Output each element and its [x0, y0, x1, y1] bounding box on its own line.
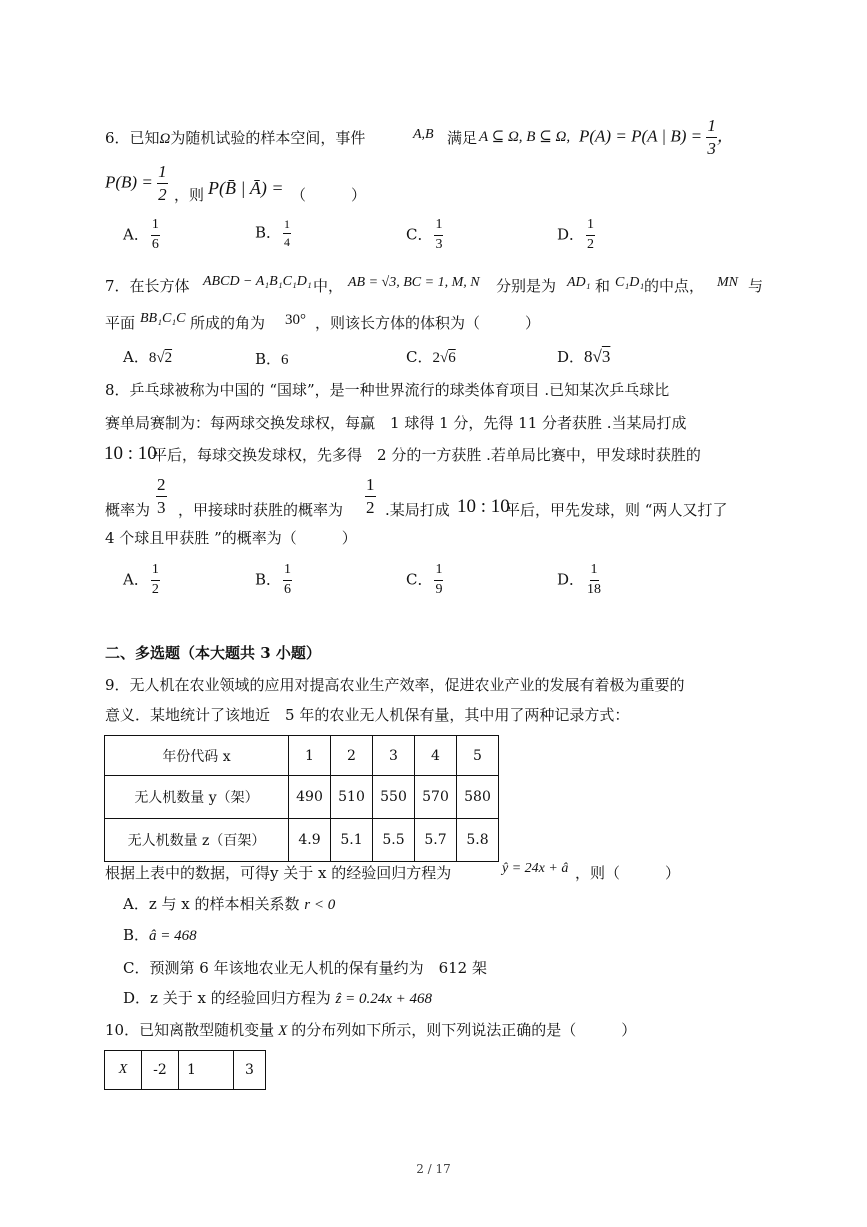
- q6-prob-eq: [579, 117, 734, 158]
- q9-header-label: 年份代码 x: [105, 736, 289, 776]
- q6-option-d: D． $\frac{1}{2}$: [557, 217, 595, 252]
- q6-target: P(B̄ | Ā) =: [208, 178, 284, 198]
- q8-prob2: $\frac{1}{2}$: [366, 475, 375, 517]
- table-row: [105, 819, 499, 862]
- q10-var-cell: X: [105, 1051, 142, 1090]
- q7-midpoint: 的中点，: [644, 277, 705, 295]
- q6-pb: P(B) =: [105, 172, 153, 192]
- q9-header-cell: 3: [373, 736, 415, 776]
- q9-header-cell: 4: [415, 736, 457, 776]
- q6-text-b: 为随机试验的样本空间，事件: [170, 129, 366, 147]
- q8-score: 10 : 10: [104, 443, 157, 464]
- q7-angle: 30°: [285, 312, 306, 328]
- q7-and: 和: [595, 277, 611, 295]
- q7-respectively: 分别是为: [496, 277, 557, 295]
- q9-option-a: A．z 与 x 的样本相关系数 r < 0: [123, 895, 336, 913]
- q7-ad: AD₁: [567, 275, 591, 290]
- table-cell: -2: [142, 1051, 179, 1090]
- q8-line5: 4 个球且甲获胜 ”的概率为（ ）: [105, 529, 357, 547]
- q6-pb-fraction: $\frac{1}{2}$: [158, 162, 167, 204]
- q7-eq: AB = √3, BC = 1, M, N: [348, 275, 480, 290]
- q6-option-b: B． $\frac{1}{4}$: [255, 217, 291, 249]
- table-cell: 570: [415, 776, 457, 819]
- q8-line4d: 平后，甲先发球，则 “两人又打了: [505, 501, 728, 519]
- q9-line2: 意义．某地统计了该地近 5 年的农业无人机保有量，其中用了两种记录方式：: [105, 706, 630, 724]
- q6-option-a: A． $\frac{1}{6}$: [123, 217, 159, 252]
- table-cell: 5.1: [331, 819, 373, 862]
- q6-events: A,B: [413, 127, 434, 142]
- q10-line1: 10．已知离散型随机变量 X 的分布列如下所示，则下列说法正确的是（ ）: [105, 1021, 637, 1039]
- q7-plane: BB₁C₁C: [140, 311, 186, 326]
- q8-line3: 平后，每球交换发球权，先多得 2 分的一方获胜 .若单局比赛中，甲发球时获胜的: [152, 446, 701, 464]
- q9-line3: 根据上表中的数据，可得y 关于 x 的经验回归方程为: [105, 864, 452, 882]
- section-heading: 二、多选题（本大题共 3 小题）: [105, 644, 321, 662]
- table-cell: 490: [289, 776, 331, 819]
- q9-row-label: 无人机数量 y（架）: [105, 776, 289, 819]
- q9-option-c: C．预测第 6 年该地农业无人机的保有量约为 612 架: [123, 959, 487, 977]
- table-cell: 510: [331, 776, 373, 819]
- q9-regression: ŷ = 24x + â: [502, 861, 569, 876]
- q6-line1: [105, 131, 365, 147]
- q8-option-a: A． $\frac{1}{2}$: [123, 562, 159, 597]
- table-row: [105, 1051, 266, 1090]
- q6-paren: （ ）: [291, 186, 367, 204]
- q10-table: [104, 1050, 266, 1090]
- q7-option-d: D．8√3: [557, 347, 611, 366]
- q6-line2: [105, 163, 168, 204]
- q6-then: ，则: [174, 186, 205, 204]
- q7-cd: C₁D₁: [615, 275, 645, 290]
- q7-line1: 7．在长方体: [105, 277, 190, 295]
- q8-line2: 赛单局赛制为：每两球交换发球权，每赢 1 球得 1 分，先得 11 分者获胜 .当某局打成: [105, 414, 687, 432]
- q6-comma: ，: [716, 126, 734, 146]
- q9-table: [104, 735, 499, 862]
- q8-option-c: C． $\frac{1}{9}$: [406, 562, 443, 597]
- q8-option-b: B． $\frac{1}{6}$: [255, 562, 292, 597]
- q7-angle-text: 所成的角为: [190, 314, 266, 332]
- q6-satisfy: 满足: [447, 129, 478, 147]
- table-cell: 4.9: [289, 819, 331, 862]
- q8-line4a: 概率为: [105, 501, 151, 519]
- q6-omega: Ω: [159, 131, 171, 147]
- table-cell: 1: [179, 1051, 234, 1090]
- q7-option-b: B．6: [255, 350, 289, 368]
- q8-prob1: $\frac{2}{3}$: [157, 475, 166, 517]
- table-cell: 5.8: [457, 819, 499, 862]
- q9-option-b: B．â = 468: [123, 926, 197, 944]
- q9-line1: 9．无人机在农业领域的应用对提高农业生产效率，促进农业产业的发展有着极为重要的: [105, 676, 685, 694]
- q7-line2-plane: 平面: [105, 314, 136, 332]
- q8-line1: 8．乒乓球被称为中国的 “国球”，是一种世界流行的球类体育项目 .已知某次乒乓球比: [105, 381, 670, 399]
- q6-text-a: 6．已知: [105, 129, 160, 147]
- q7-mn: MN: [717, 275, 738, 290]
- q8-score2: 10 : 10: [457, 496, 510, 517]
- q6-pa: P(A) = P(A | B) =: [579, 126, 703, 146]
- q9-header-cell: 5: [457, 736, 499, 776]
- q9-header-cell: 2: [331, 736, 373, 776]
- q8-line4c: .某局打成: [385, 501, 450, 519]
- q6-fraction: $\frac{1}{3}$: [707, 116, 716, 158]
- q8-line4b: ，甲接球时获胜的概率为: [178, 501, 344, 519]
- q9-option-d: D．z 关于 x 的经验回归方程为 ẑ = 0.24x + 468: [123, 989, 432, 1007]
- q9-header-cell: 1: [289, 736, 331, 776]
- q7-option-c: C．2√6: [406, 348, 456, 366]
- table-row: [105, 776, 499, 819]
- page-number: 2 / 17: [416, 1162, 451, 1176]
- q7-with: 与: [748, 277, 764, 295]
- q8-option-d: D． $\frac{1}{18}$: [557, 562, 602, 597]
- q6-condition: A ⊆ Ω, B ⊆ Ω,: [479, 129, 571, 145]
- q7-box: ABCD − A₁B₁C₁D₁: [203, 274, 312, 289]
- table-cell: 580: [457, 776, 499, 819]
- q7-option-a: A．8√2: [123, 348, 173, 366]
- table-cell: 550: [373, 776, 415, 819]
- q7-in: 中，: [313, 277, 344, 295]
- table-cell: 5.7: [415, 819, 457, 862]
- q6-option-c: C． $\frac{1}{3}$: [406, 217, 443, 252]
- table-cell: 3: [234, 1051, 266, 1090]
- q9-row-label: 无人机数量 z（百架）: [105, 819, 289, 862]
- table-cell: 5.5: [373, 819, 415, 862]
- q9-then: ，则（ ）: [575, 864, 681, 882]
- q7-volume-text: ，则该长方体的体积为（ ）: [315, 314, 541, 332]
